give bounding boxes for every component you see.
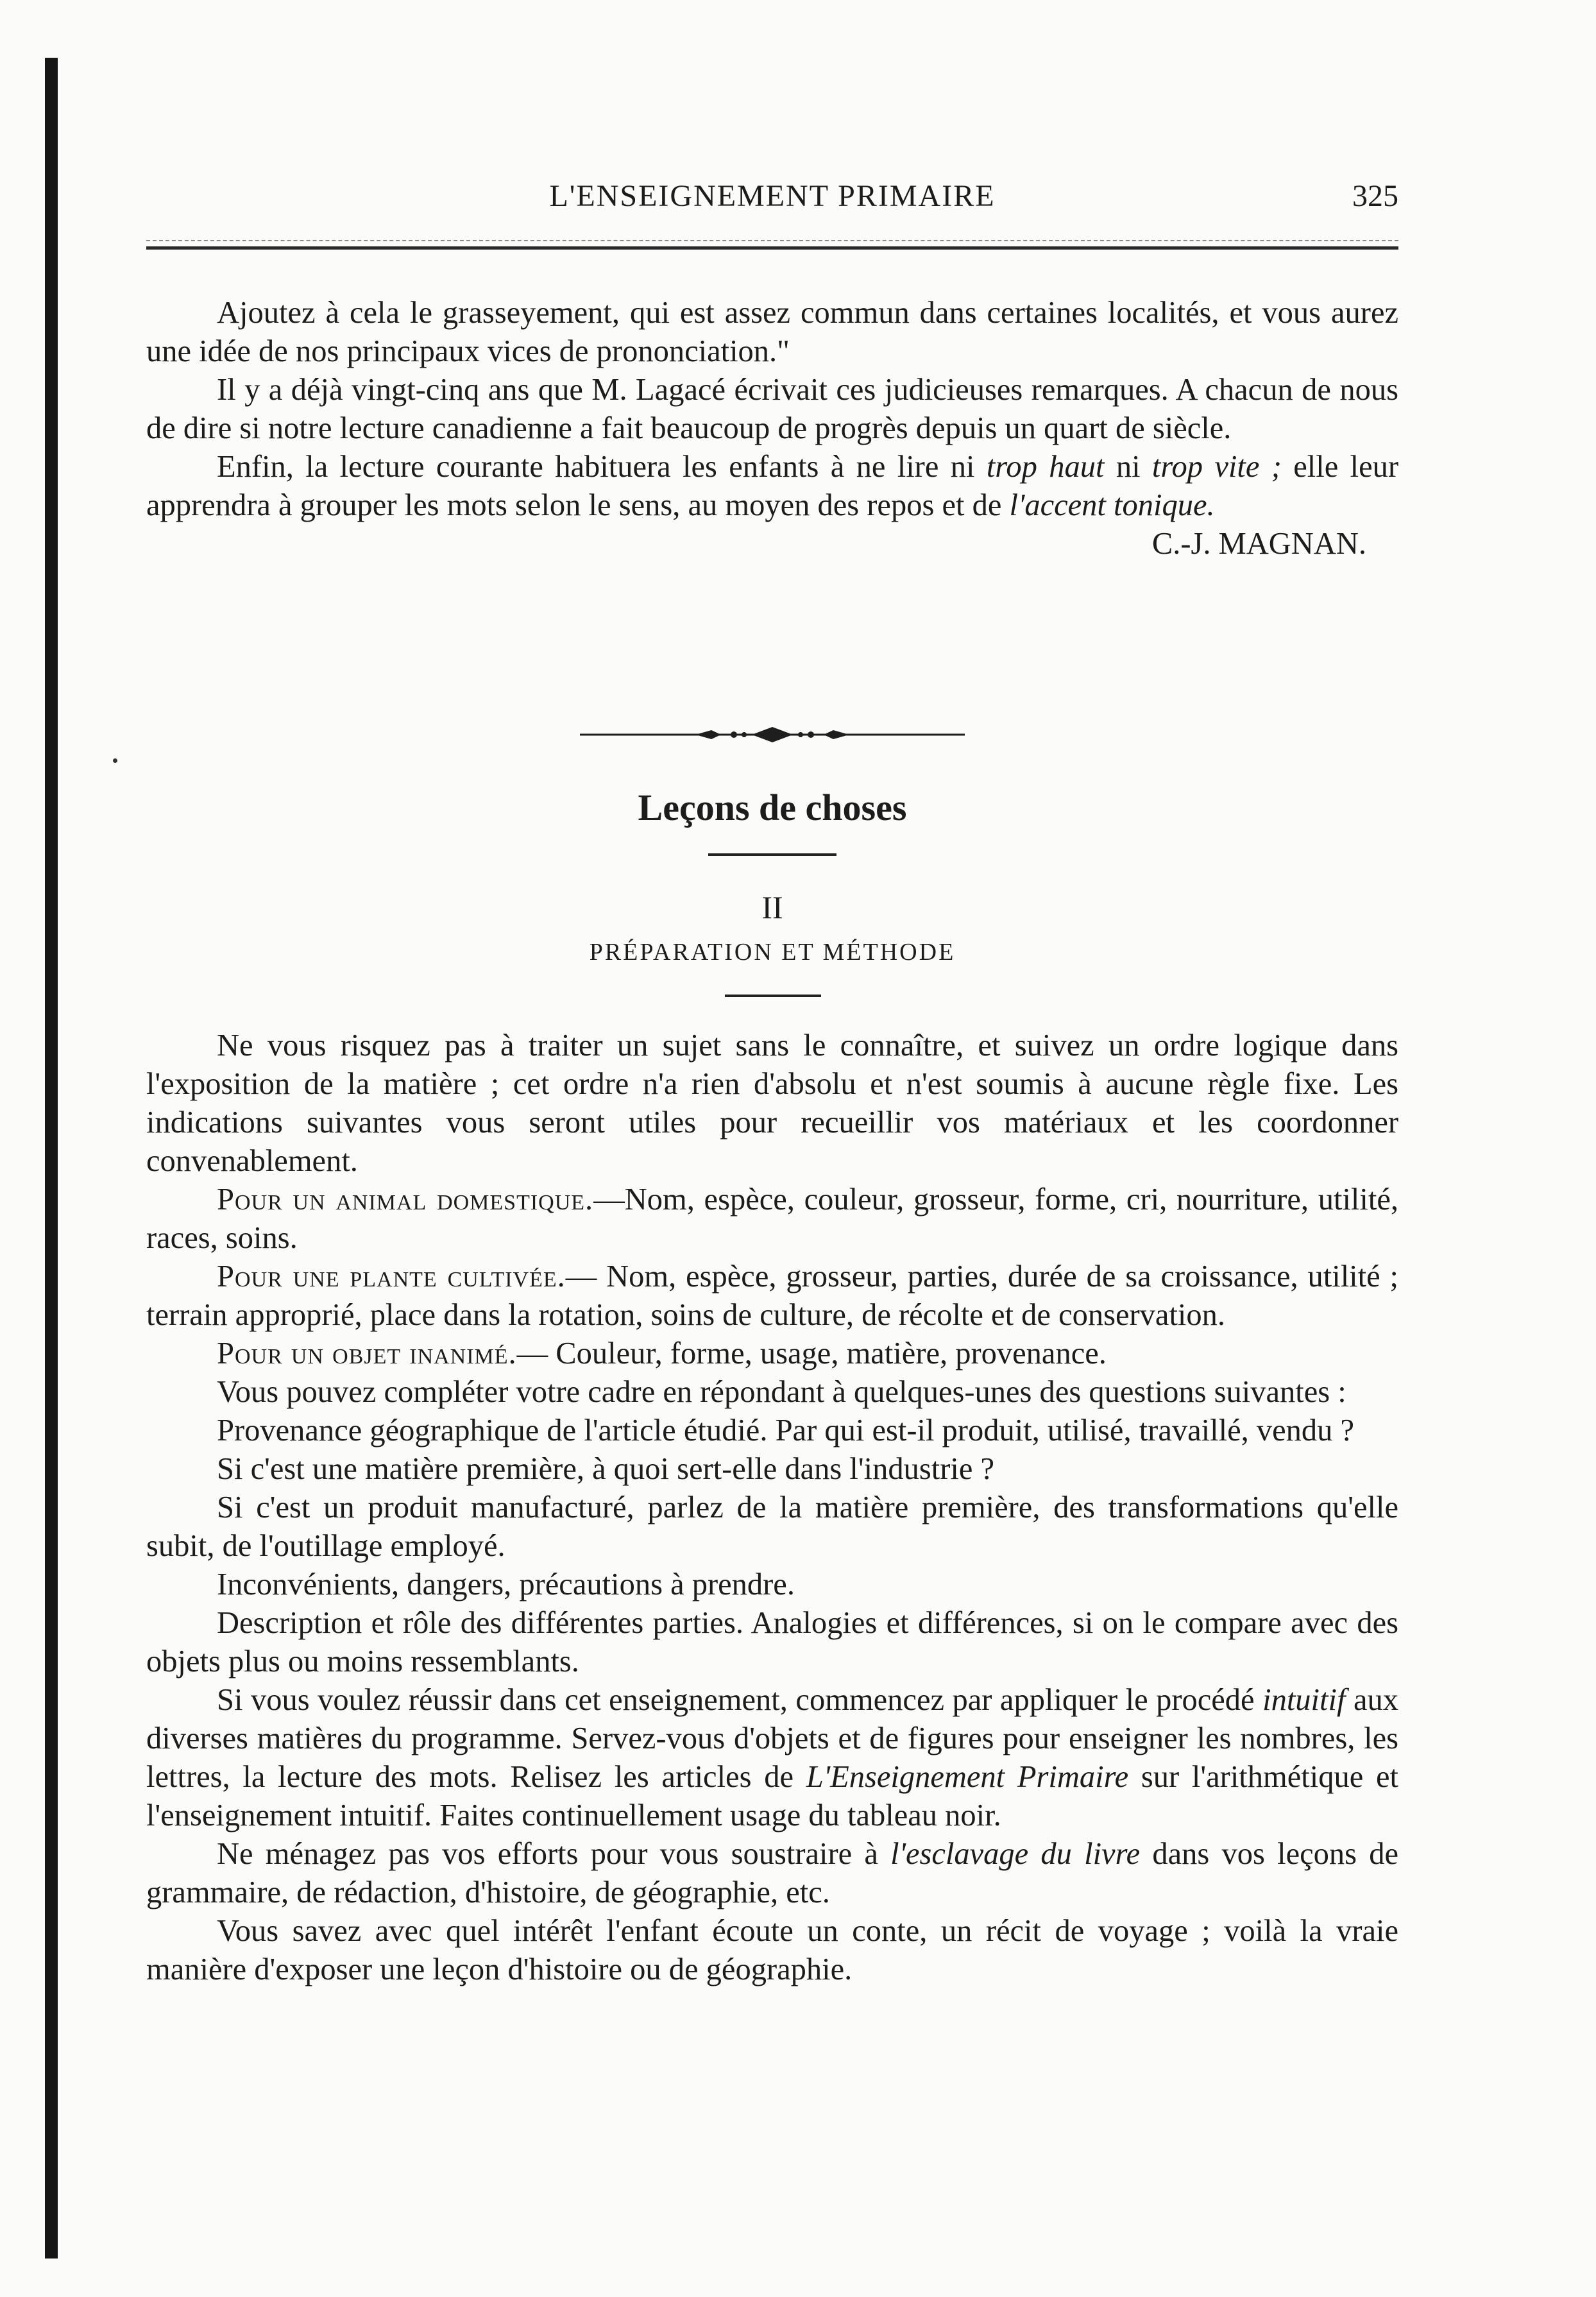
paragraph: Vous pouvez compléter votre cadre en répondant à quelques-unes des questions suivantes : [217, 1375, 1346, 1409]
text-run: dans vos leçons de grammaire, de rédaction, d'histoire, de géographie, etc. [146, 1837, 1398, 1909]
text-run: Ne ménagez pas vos efforts pour vous soustraire à [217, 1837, 891, 1871]
paragraph [146, 1258, 1398, 1335]
italic-run: L'Enseignement Primaire [806, 1760, 1129, 1794]
paragraph [146, 448, 1398, 525]
small-caps-label: Pour un objet inanimé. [217, 1336, 517, 1371]
paragraph: Provenance géographique de l'article étudié. Par qui est-il produit, utilisé, travaillé, vendu ? [217, 1413, 1355, 1447]
italic-run: trop haut [986, 450, 1105, 484]
ornament-divider [580, 722, 965, 747]
text-run: Si vous voulez réussir dans cet enseignement, commencez par appliquer le procédé [217, 1683, 1263, 1717]
paragraph [146, 1835, 1398, 1912]
text-run: ni [1104, 450, 1152, 484]
ink-speck [113, 758, 117, 763]
page-number: 325 [1352, 179, 1398, 213]
article-continuation [146, 294, 1398, 563]
paragraph: Description et rôle des différentes parties. Analogies et différences, si on le compare avec des objets plus ou moins ressemblants. [146, 1606, 1398, 1678]
section-subheading: PRÉPARATION ET MÉTHODE [589, 939, 956, 966]
paragraph [146, 1181, 1398, 1258]
small-caps-label: Pour un animal domestique. [217, 1183, 594, 1217]
paragraph [146, 1681, 1398, 1835]
running-title: L'ENSEIGNEMENT PRIMAIRE [549, 179, 996, 213]
text-run: Enfin, la lecture courante habituera les enfants à ne lire ni [217, 450, 987, 484]
text-run: elle leur apprendra à grouper les mots selon le sens, au moyen des repos et de [146, 450, 1398, 522]
italic-run: l'esclavage du livre [890, 1837, 1141, 1871]
heading-rule [708, 853, 836, 856]
paragraph: Si c'est un produit manufacturé, parlez de la matière première, des transformations qu'elle subit, de l'outillage employé. [146, 1490, 1398, 1563]
paragraph: Vous savez avec quel intérêt l'enfant écoute un conte, un récit de voyage ; voilà la vraie manière d'exposer une leçon d'histoire ou de géographie. [146, 1914, 1398, 1986]
italic-run: intuitif [1262, 1683, 1346, 1717]
paragraph: Si c'est une matière première, à quoi sert-elle dans l'industrie ? [217, 1452, 995, 1486]
text-run: sur l'arithmétique et l'enseignement intuitif. Faites continuellement usage du tableau noir. [146, 1760, 1398, 1832]
paragraph: Ne vous risquez pas à traiter un sujet sans le connaître, et suivez un ordre logique dans l'exposition de la matière ; cet ordre n'a rien d'absolu et n'est soumis à aucune règle fixe. Les indications suivantes vous seront utiles pour recueillir vos matériaux et les coordonner convenablement. [146, 1029, 1398, 1178]
running-header [146, 178, 1398, 217]
italic-run: trop vite ; [1151, 450, 1282, 484]
signature: C.-J. MAGNAN. [1151, 527, 1366, 561]
page-spine-shadow [45, 58, 58, 2259]
text-run: — Nom, espèce, grosseur, parties, durée de sa croissance, utilité ; terrain approprié, place dans la rotation, soins de culture, de récolte et de conservation. [146, 1260, 1398, 1332]
small-caps-label: Pour une plante cultivée. [217, 1260, 566, 1294]
text-run: — Couleur, forme, usage, matière, provenance. [516, 1336, 1107, 1371]
section-heading: Leçons de choses [638, 787, 907, 828]
section-number: II [761, 889, 783, 925]
lesson-body [146, 1027, 1398, 1989]
italic-run: l'accent tonique. [1009, 488, 1215, 522]
text-run: —Nom, espèce, couleur, grosseur, forme, cri, nourriture, utilité, races, soins. [146, 1183, 1398, 1255]
header-rule [146, 246, 1398, 250]
paragraph [146, 1335, 1398, 1373]
text-run: aux diverses matières du programme. Servez-vous d'objets et de figures pour enseigner les nombres, les lettres, la lecture des mots. Relisez les articles de [146, 1683, 1399, 1794]
paragraph: Ajoutez à cela le grasseyement, qui est assez commun dans certaines localités, et vous aurez une idée de nos principaux vices de prononciation." [146, 296, 1398, 368]
header-rule-dashed [146, 240, 1398, 241]
paragraph: Inconvénients, dangers, précautions à prendre. [217, 1567, 795, 1601]
paragraph: Il y a déjà vingt-cinq ans que M. Lagacé écrivait ces judicieuses remarques. A chacun de nous de dire si notre lecture canadienne a fait beaucoup de progrès depuis un quart de siècle. [146, 373, 1398, 445]
subheading-rule [725, 995, 821, 997]
